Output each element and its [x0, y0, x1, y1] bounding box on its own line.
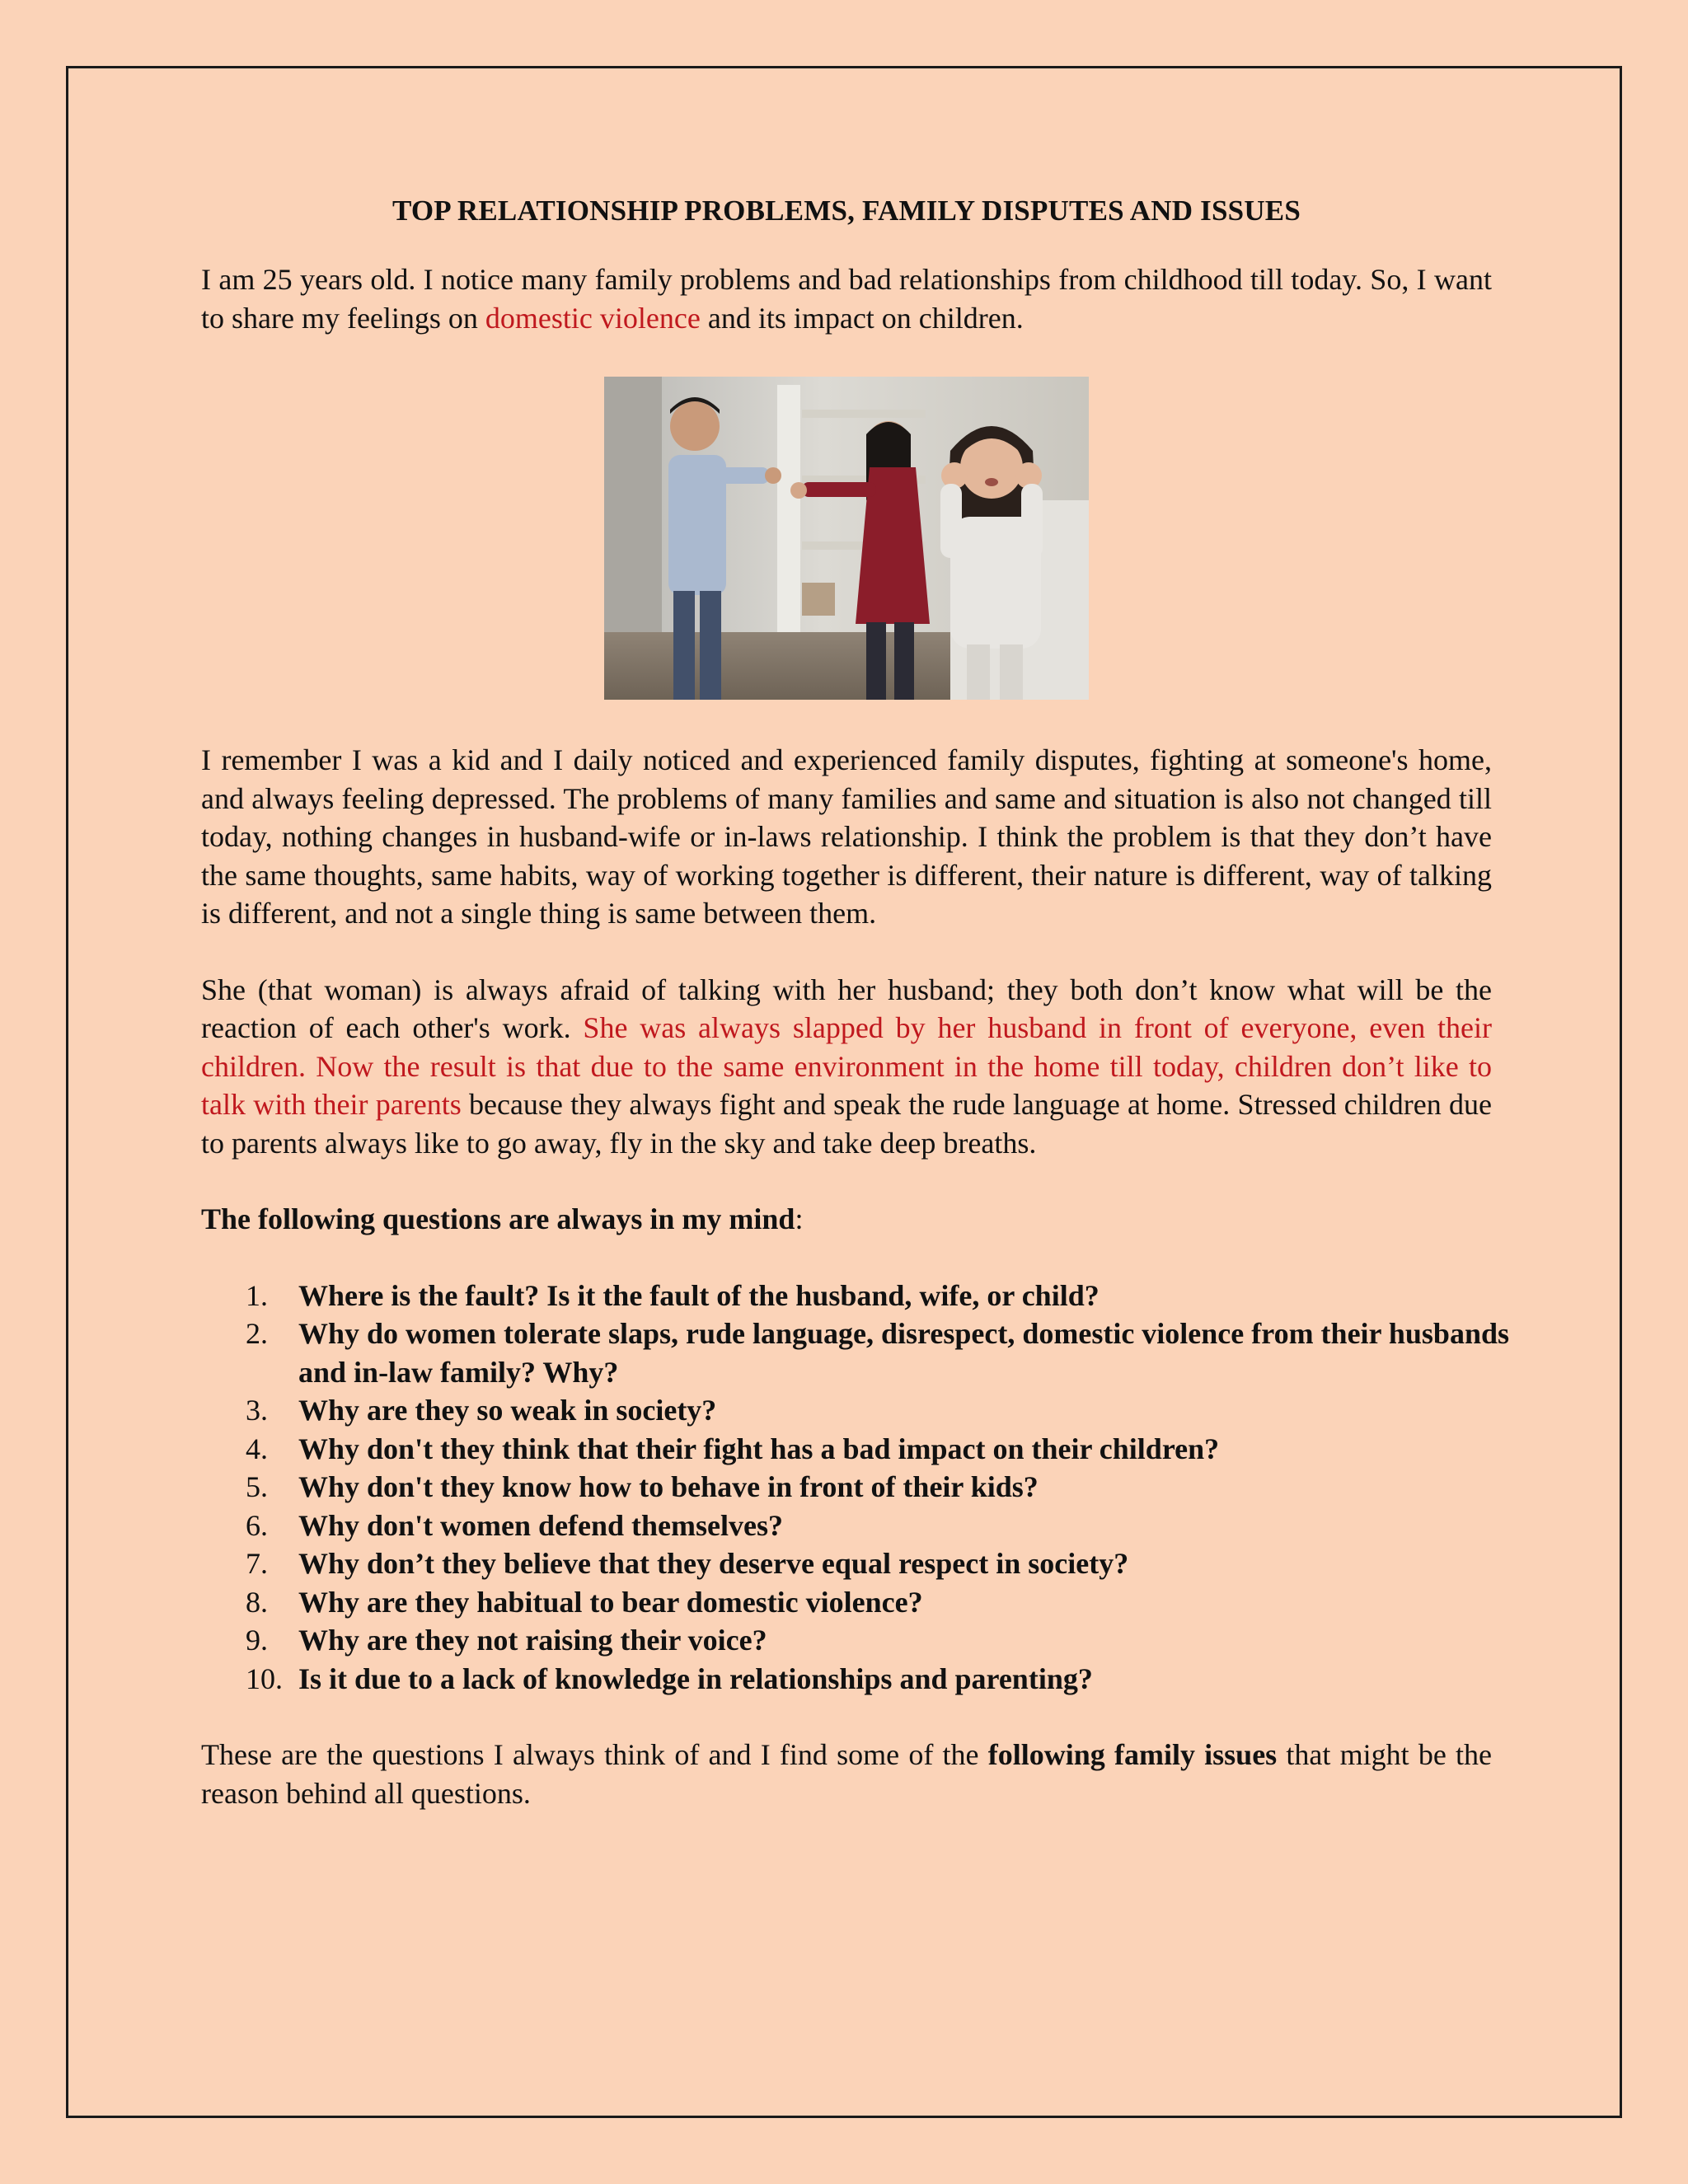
impact-paragraph — [201, 971, 1492, 1163]
intro-highlight: domestic violence — [485, 301, 701, 335]
list-item — [201, 1544, 1536, 1583]
list-item — [201, 1660, 1536, 1699]
impact-text-before: She (that woman) is always afraid of talking with her husband; they both don’t know what will be the reaction of each other's work. — [201, 972, 1492, 1044]
questions-intro-text: The following questions are always in my mind — [201, 1202, 795, 1235]
list-item-number: 2. — [246, 1317, 268, 1350]
list-item-text: Why don't they think that their fight has a bad impact on their children? — [298, 1432, 1220, 1465]
impact-text-after: because they always fight and speak the rude language at home. Stressed children due to parents always like to go away, fly in the sky and take deep breaths. — [201, 1088, 1492, 1160]
list-item-text: Why don't women defend themselves? — [298, 1508, 784, 1542]
closing-paragraph — [201, 1736, 1492, 1812]
list-item-text: Why do women tolerate slaps, rude language, disrespect, domestic violence from their husbands and in-law family? Why? — [298, 1317, 1510, 1389]
family-dispute-photo — [604, 377, 1089, 700]
list-item-text: Why are they habitual to bear domestic violence? — [298, 1585, 923, 1619]
list-item-text: Why don't they know how to behave in front of their kids? — [298, 1470, 1039, 1503]
page-title: TOP RELATIONSHIP PROBLEMS, FAMILY DISPUTES AND ISSUES — [392, 194, 1301, 227]
list-item-text: Is it due to a lack of knowledge in relationships and parenting? — [298, 1661, 1093, 1695]
questions-intro-colon: : — [795, 1202, 804, 1235]
memory-paragraph: I remember I was a kid and I daily noticed and experienced family disputes, fighting at someone's home, and always feeling depressed. The problems of many families and same and situation is also not changed till today, nothing changes in husband-wife or in-laws relationship. I think the problem is that they don’t have the same thoughts, same habits, way of working together is different, their nature is different, way of talking is different, and not a single thing is same between them. — [201, 743, 1492, 930]
intro-text-after: and its impact on children. — [700, 301, 1024, 335]
questions-list — [201, 1277, 1510, 1699]
impact-highlight: She was always slapped by her husband in front of everyone, even their children. Now the result is that due to the same environment in the home till today, children don’t like to talk with their parents — [201, 1011, 1492, 1121]
list-item-text: Why don’t they believe that they deserve equal respect in society? — [298, 1547, 1129, 1580]
list-item — [201, 1621, 1536, 1660]
list-item — [201, 1315, 1536, 1391]
list-item — [201, 1430, 1536, 1469]
document-body — [201, 194, 1510, 1812]
questions-intro — [201, 1200, 1492, 1239]
list-item — [201, 1468, 1536, 1507]
closing-bold: following family issues — [987, 1738, 1278, 1771]
list-item-text: Where is the fault? Is it the fault of the husband, wife, or child? — [298, 1278, 1100, 1312]
list-item-text: Why are they so weak in society? — [298, 1394, 717, 1427]
list-item-number: 10. — [246, 1661, 283, 1695]
list-item-number: 6. — [246, 1508, 268, 1542]
list-item — [201, 1391, 1536, 1430]
closing-text-before: These are the questions I always think of and I find some of the — [201, 1738, 988, 1771]
list-item — [201, 1277, 1536, 1315]
list-item-number: 4. — [246, 1432, 268, 1465]
list-item — [201, 1583, 1536, 1622]
photo-illustration — [604, 377, 1089, 700]
list-item-number: 9. — [246, 1624, 268, 1657]
list-item-number: 7. — [246, 1547, 268, 1580]
intro-text-before: I am 25 years old. I notice many family problems and bad relationships from childhood till today. So, I want to share my feelings on — [201, 263, 1492, 335]
closing-text-after: that might be the reason behind all questions. — [201, 1738, 1492, 1810]
list-item-number: 8. — [246, 1585, 268, 1619]
list-item-number: 3. — [246, 1394, 268, 1427]
list-item-number: 5. — [246, 1470, 268, 1503]
list-item-number: 1. — [246, 1278, 268, 1312]
list-item-text: Why are they not raising their voice? — [298, 1624, 767, 1657]
list-item — [201, 1507, 1536, 1545]
intro-paragraph — [201, 260, 1492, 337]
